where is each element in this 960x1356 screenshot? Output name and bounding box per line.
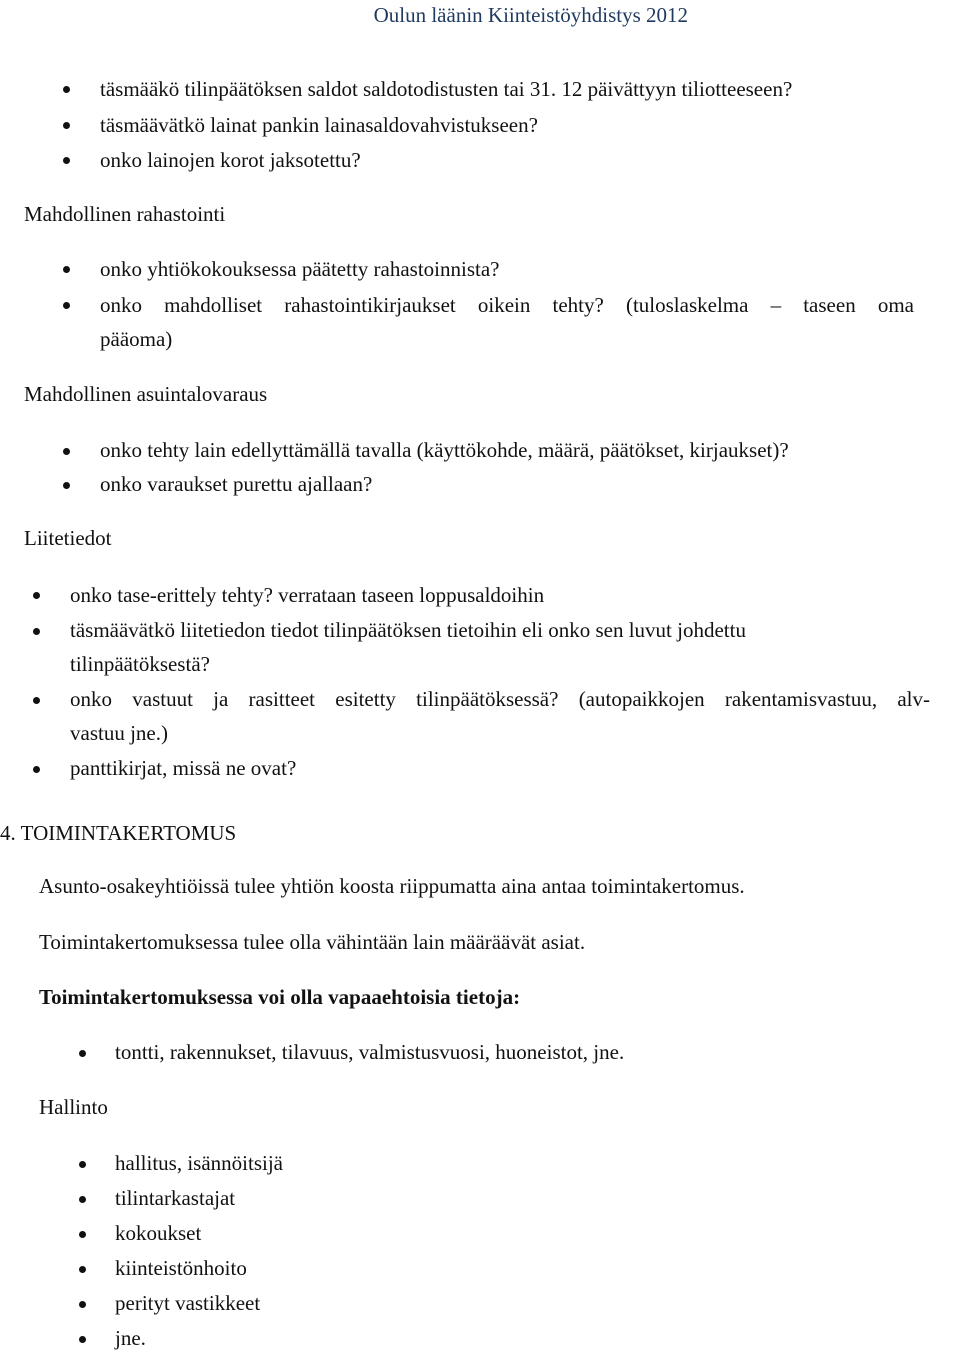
bullet-icon [63,122,70,129]
section-heading: 4. TOIMINTAKERTOMUS [0,821,237,845]
section-heading: Liitetiedot [24,526,112,550]
list-item: perityt vastikkeet [115,1291,261,1315]
bullet-icon [63,157,70,164]
list-item: kokoukset [115,1221,202,1245]
section-heading: Mahdollinen asuintalovaraus [24,382,268,406]
list-item: kiinteistönhoito [115,1256,247,1280]
bullet-icon [63,482,70,489]
section-heading: Hallinto [39,1095,108,1119]
list-item: täsmääkö tilinpäätöksen saldot saldotodistusten tai 31. 12 päivättyyn tiliotteeseen? [100,77,793,101]
bullet-icon [79,1050,86,1057]
list-item: onko lainojen korot jaksotettu? [100,148,361,172]
section-heading: Mahdollinen rahastointi [24,202,226,226]
bullet-icon [33,697,40,704]
list-item: onko tehty lain edellyttämällä tavalla (käyttökohde, määrä, päätökset, kirjaukset)? [100,438,789,462]
list-item-continued: tilinpäätöksestä? [70,652,210,676]
list-item: onko tase-erittely tehty? verrataan taseen loppusaldoihin [70,583,545,607]
bullet-icon [63,448,70,455]
list-item: tontti, rakennukset, tilavuus, valmistusvuosi, huoneistot, jne. [115,1040,625,1064]
bullet-icon [33,766,40,773]
list-item: täsmäävätkö lainat pankin lainasaldovahvistukseen? [100,113,538,137]
list-item: onko mahdolliset rahastointikirjaukset oikein tehty? (tuloslaskelma – taseen oma [100,293,914,317]
list-item-continued: pääoma) [100,327,173,351]
bullet-icon [63,266,70,273]
list-item: jne. [115,1326,146,1350]
list-item: onko vastuut ja rasitteet esitetty tilinpäätöksessä? (autopaikkojen rakentamisvastuu, alv- [70,687,930,711]
paragraph: Asunto-osakeyhtiöissä tulee yhtiön koosta riippumatta aina antaa toimintakertomus. [39,874,745,898]
bullet-icon [33,592,40,599]
page-header: Oulun läänin Kiinteistöyhdistys 2012 [373,3,688,27]
list-item: täsmäävätkö liitetiedon tiedot tilinpäätöksen tietoihin eli onko sen luvut johdettu [70,618,746,642]
list-item: tilintarkastajat [115,1186,236,1210]
paragraph: Toimintakertomuksessa tulee olla vähintään lain määräävät asiat. [39,930,586,954]
bullet-icon [79,1196,86,1203]
bullet-icon [79,1301,86,1308]
list-item-continued: vastuu jne.) [70,721,168,745]
list-item: onko varaukset purettu ajallaan? [100,472,373,496]
bullet-icon [63,86,70,93]
bullet-icon [79,1231,86,1238]
bullet-icon [63,302,70,309]
list-item: panttikirjat, missä ne ovat? [70,756,297,780]
subheading: Toimintakertomuksessa voi olla vapaaehtoisia tietoja: [39,985,521,1009]
bullet-icon [33,628,40,635]
list-item: hallitus, isännöitsijä [115,1151,283,1175]
list-item: onko yhtiökokouksessa päätetty rahastoinnista? [100,257,500,281]
bullet-icon [79,1161,86,1168]
bullet-icon [79,1266,86,1273]
bullet-icon [79,1336,86,1343]
